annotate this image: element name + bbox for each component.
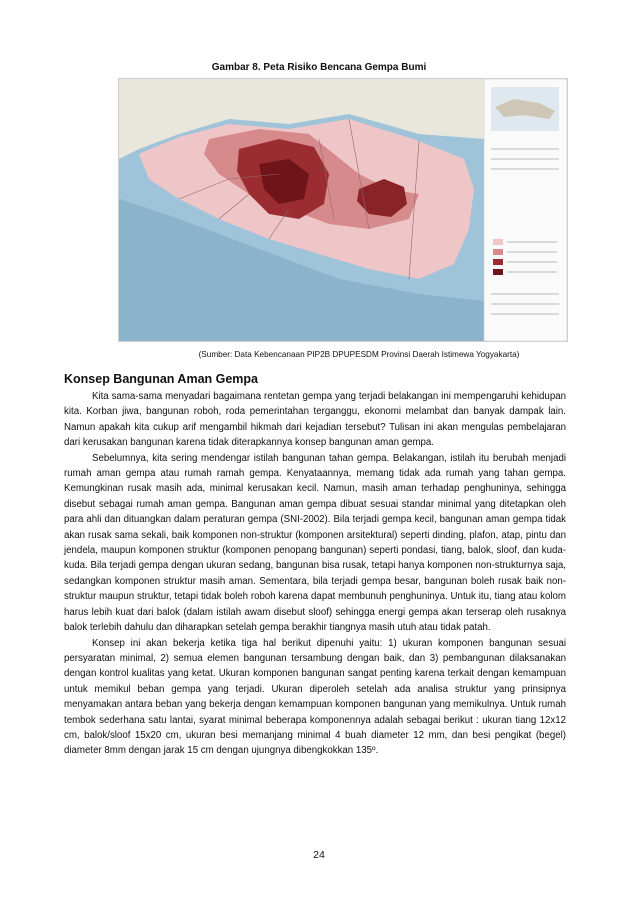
figure-title: Gambar 8. Peta Risiko Bencana Gempa Bumi: [211, 62, 427, 73]
map-legend-swatch-2: [493, 249, 503, 255]
paragraph: Kita sama-sama menyadari bagaimana rentetan gempa yang terjadi belakangan ini mempengaruhi kehidupan kita. Korban jiwa, bangunan roboh, roda pemerintahan terganggu, ekonomi melambat dan banyak dampak lain. Namun apakah kita cukup arif mengambil hikmah dari kejadian tersebut? Tulisan ini akan mengulas pembelajaran dari kerusakan bangunan karena tidak diterapkannya konsep bangunan aman gempa.: [64, 391, 566, 449]
paragraph: Sebelumnya, kita sering mendengar istilah bangunan tahan gempa. Belakangan, istilah itu berubah menjadi rumah aman gempa atau rumah ramah gempa. Kenyataannya, memang tidak ada rumah yang tahan gempa. Kemungkinan rusak masih ada, minimal kerusakan kecil. Namun, masih aman terhadap penghuninya, sehingga disebut sebagai rumah aman gempa. Bangunan aman gempa dibuat sesuai standar minimal yang ditetapkan oleh para ahli dan dituangkan dalam peraturan gempa (SNI-2002). Bila terjadi gempa kecil, bangunan aman gempa tidak akan rusak sama sekali, baik komponen non-struktur (komponen arsitektural) seperti dinding, plafon, atap, pintu dan jendela, maupun komponen struktur (komponen penopang bangunan) seperti pondasi, tiang, balok, sloof, dan kuda-kuda. Bila terjadi gempa dengan ukuran sedang, bangunan bisa rusak, tetapi hanya komponen non-strukturnya saja, sedangkan komponen struktur masih aman. Sementara, bila terjadi gempa besar, bangunan boleh rusak baik non-struktur maupun struktur, tetapi tidak boleh roboh karena dapat membunuh penghuninya. Untuk itu, tiang atau kolom harus lebih kuat dari balok (dalam istilah awam disebut sloof) sehingga energi gempa akan terserap oleh rusaknya balok terlebih dahulu dan diharapkan setelah gempa berakhir tiangnya masih utuh atau tidak patah.: [64, 452, 566, 634]
page-number: 24: [313, 849, 325, 861]
body-text: [64, 389, 566, 759]
risk-map: [118, 78, 568, 342]
risk-map-graphic: [119, 79, 567, 341]
paragraph: Konsep ini akan bekerja ketika tiga hal berikut dipenuhi yaitu: 1) ukuran komponen bangunan sesuai persyaratan minimal, 2) semua elemen bangunan tersambung dengan baik, dan 3) pembangunan dilaksanakan dengan kontrol kualitas yang ketat. Ukuran komponen bangunan sangat penting karena terkait dengan kemampuan untuk memikul beban gempa yang terjadi. Ukuran diperoleh setelah ada analisa struktur yang prinsipnya menyamakan antara beban yang bekerja dengan kemampuan komponen bangunan yang memikulnya. Untuk rumah tembok sederhana satu lantai, syarat minimal beberapa komponennya adalah sebagai berikut : ukuran tiang 12x12 cm, balok/sloof 15x20 cm, ukuran besi memanjang minimal 4 buah diameter 12 mm, dan besi pengikat (begel) diameter 8mm dengan jarak 15 cm dengan ujungnya dibengkokkan 135º.: [64, 637, 566, 757]
figure-source: (Sumber: Data Kebencanaan PIP2B DPUPESDM Provinsi Daerah Istimewa Yogyakarta): [198, 350, 520, 359]
map-legend-swatch-4: [493, 269, 503, 275]
map-legend-swatch-1: [493, 239, 503, 245]
section-heading: Konsep Bangunan Aman Gempa: [64, 372, 259, 386]
map-legend-swatch-3: [493, 259, 503, 265]
